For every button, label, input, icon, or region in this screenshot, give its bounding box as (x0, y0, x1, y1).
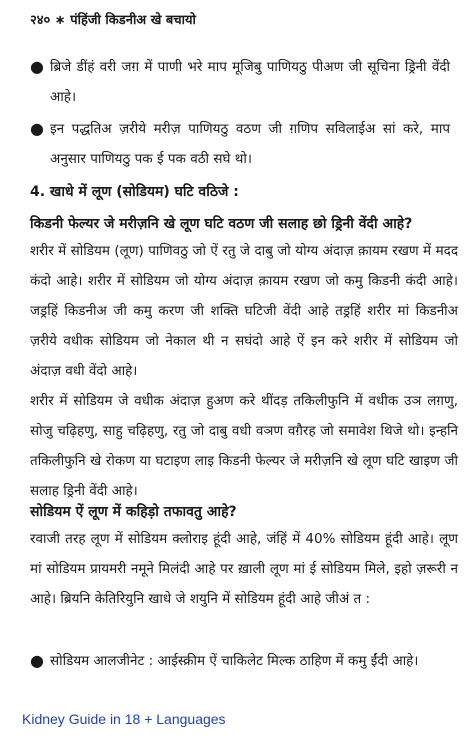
body-paragraph: शरीर में सोडियम (लूण) पाणिवठु जो ऐं रतु जे दाबु जो योग्य अंदाज़ क़ायम रखण में मदद कंदो आहे। शरीर में सोडियम जो योग्य अंदाज़ क़ायम रखण जो कमु किडनी कंदी आहे। जड्रहिं किडनीअ जी कमु करण जी शक्ति घटिजी वेंदी आहे तड्रहिं शरीर मां किडनीअ ज़रीये वधीक सोडियम जो नेकाल थी न सघंदो आहे ऐं इन करे शरीर में सोडियम जो अंदाज़ वधी वेंदो आहे। (30, 243, 458, 379)
page-header: २४० ∗ पंहिंजी किडनीअ खे बचायो (30, 13, 196, 28)
question-heading: किडनी फेल्यर जे मरीज़नि खे लूण घटि वठण जी सलाह छो ड्रिनी वेंदी आहे? (30, 216, 413, 232)
question-heading: सोडियम ऐं लूण में कहिड़ो तफावतु आहे? (30, 504, 237, 520)
body-paragraph: रवाजी तरह लूण में सोडियम क्लोराइ हूंदी आहे, जंहिं में 40% सोडियम हूंदी आहे। लूण मां सोडियम प्रायमरी नमूने मिलंदी आहे पर ख़ाली लूण मां ई सोडियम मिले, इहो ज़रूरी न आहे। ब्रियनि केतिरियुनि खाधे जे शयुनि में सोडियम हूंदी आहे जीअं त : (30, 531, 458, 607)
bullet-item (30, 114, 450, 174)
bullet-item (30, 646, 450, 676)
body-paragraph: शरीर में सोडियम जे वधीक अंदाज़ हुअण करे थींदड़ तकिलीफुनि में वधीक उञ लग़णु, सोजु चढ़िहणु, साहु चढ़िहणु, रतु जो दाबु वधी वञण वग़ैरह जो समावेश थिजे थो। इन्हनि तकिलीफुनि खे रोकण या घटाइण लाइ किडनी फेल्यर जे मरीज़नि खे लूण घटि खाइण जी सलाह ड्रिनी वेंदी आहे। (30, 393, 458, 499)
footer-link[interactable]: Kidney Guide in 18 + Languages (22, 711, 226, 727)
bullet-text: ब्रिजे डींहं वरी जग़ में पाणी भरे माप मूजिबु पाणियठु पीअण जी सूचिना ड्रिनी वेंदी आहे। (50, 59, 450, 105)
bullet-text: सोडियम आलजीनेट : आईस्क्रीम ऐं चाकिलेट मिल्क ठाहिण में कमु ईंदी आहे। (50, 653, 419, 669)
bullet-dot-icon: ● (30, 651, 44, 670)
section-heading: 4. खाधे में लूण (सोडियम) घटि वठिजे : (30, 184, 239, 200)
bullet-dot-icon: ● (30, 57, 44, 76)
bullet-item (30, 52, 450, 112)
bullet-dot-icon: ● (30, 119, 44, 138)
bullet-text: इन पद्धतिअ ज़रीये मरीज़ पाणियठु वठण जी ग़णिप सविलाईअ सां करे, माप अनुसार पाणियठु पक ई पक वठी सघे थो। (50, 121, 450, 167)
